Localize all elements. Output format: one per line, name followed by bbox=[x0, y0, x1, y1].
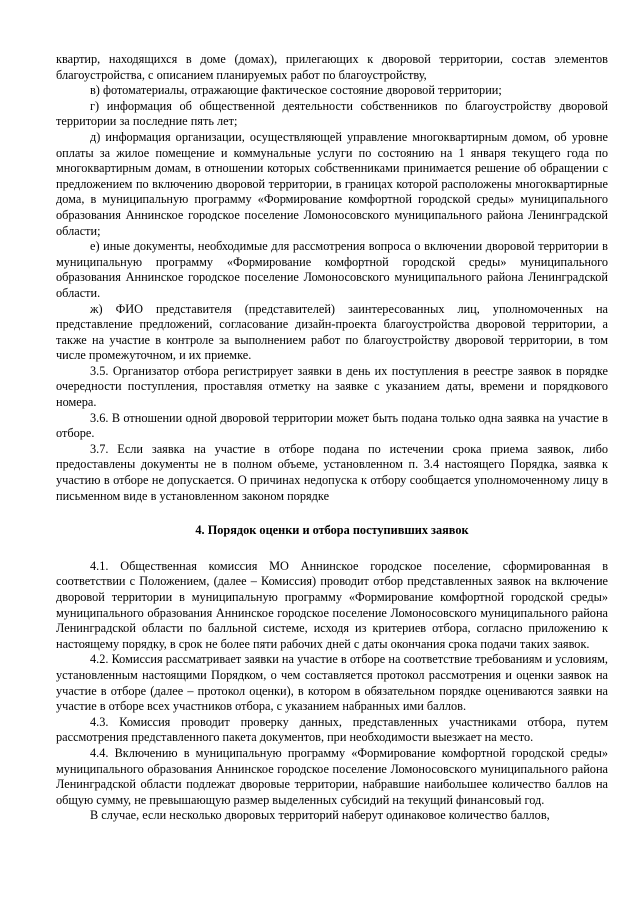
paragraph-continuation: квартир, находящихся в доме (домах), прилегающих к дворовой территории, состав элементов благоустройства, с описанием планируемых работ по благоустройству, bbox=[56, 52, 608, 82]
paragraph-4-4: 4.4. Включению в муниципальную программу «Формирование комфортной городской среды» муниципального образования Аннинское городское поселение Ломоносовского муниципального района Ленинградской области подлежат дворовые территории, набравшие наибольшее количество баллов на общую сумму, не превышающую размер выделенных субсидий на текущий финансовый год. bbox=[56, 745, 608, 807]
paragraph-item-v: в) фотоматериалы, отражающие фактическое состояние дворовой территории; bbox=[90, 83, 502, 98]
paragraph-4-1: 4.1. Общественная комиссия МО Аннинское городское поселение, сформированная в соответствии с Положением, (далее – Комиссия) проводит отбор представленных заявок на включение дворовой территории в муниципальную программу «Формирование комфортной городской среды» муниципального образования Аннинское городское поселение Ломоносовского муниципального района Ленинградской области по балльной системе, исходя из критериев отбора, согласно приложению к настоящему порядку, в срок не более пяти рабочих дней с даты окончания срока подачи таких заявок. bbox=[56, 558, 608, 651]
paragraph-item-d: д) информация организации, осуществляющей управление многоквартирным домом, об уровне оплаты за жилое помещение и коммунальные услуги по состоянию на 1 января текущего года по многоквартирным домам, в отношении которых собственниками принимается решение об обращении с предложением по включению дворовой территории, в границах которой расположены многоквартирные дома, в муниципальную программу «Формирование комфортной городской среды» муниципального образования Аннинское городское поселение Ломоносовского муниципального района Ленинградской области; bbox=[56, 129, 608, 238]
paragraph-item-e: е) иные документы, необходимые для рассмотрения вопроса о включении дворовой территории в муниципальную программу «Формирование комфортной городской среды» муниципального образования Аннинское городское поселение Ломоносовского муниципального района Ленинградской области. bbox=[56, 239, 608, 300]
paragraph-4-3: 4.3. Комиссия проводит проверку данных, представленных участниками отбора, путем рассмотрения представленного пакета документов, при необходимости выезжает на место. bbox=[56, 714, 608, 745]
section-heading: 4. Порядок оценки и отбора поступивших заявок bbox=[195, 523, 469, 538]
document-body-bottom bbox=[56, 559, 608, 824]
paragraph-item-zh: ж) ФИО представителя (представителей) заинтересованных лиц, уполномоченных на представление предложений, согласование дизайн-проекта благоустройства дворовой территории, а также на участие в контроле за выполнением работ по благоустройству дворовой территории, в том числе промежуточном, и их приемке. bbox=[56, 301, 608, 363]
document-body-top bbox=[56, 52, 608, 504]
paragraph-3-5: 3.5. Организатор отбора регистрирует заявки в день их поступления в реестре заявок в порядке очередности поступления, проставляя отметку на заявке с указанием даты, времени и порядкового номера. bbox=[56, 363, 608, 410]
paragraph-tie-case: В случае, если несколько дворовых территорий наберут одинаковое количество баллов, bbox=[90, 808, 550, 823]
paragraph-3-7: 3.7. Если заявка на участие в отборе подана по истечении срока приема заявок, либо предоставлены документы не в полном объеме, установленном п. 3.4 настоящего Порядка, заявка к участию в отборе не допускается. О причинах недопуска к отбору сообщается уполномоченному лицу в письменном виде в установленном законом порядке bbox=[56, 441, 608, 503]
paragraph-4-2: 4.2. Комиссия рассматривает заявки на участие в отборе на соответствие требованиям и условиям, установленным настоящими Порядком, о чем составляется протокол рассмотрения и оценки заявок на участие в отборе (далее – протокол оценки), в котором в обязательном порядке оцениваются заявки на участие в отборе всех участников отбора, с указанием набранных ими баллов. bbox=[56, 652, 608, 714]
paragraph-item-g: г) информация об общественной деятельности собственников по благоустройству дворовой территории за последние пять лет; bbox=[56, 98, 608, 129]
paragraph-3-6: 3.6. В отношении одной дворовой территории может быть подана только одна заявка на участие в отборе. bbox=[56, 410, 608, 441]
